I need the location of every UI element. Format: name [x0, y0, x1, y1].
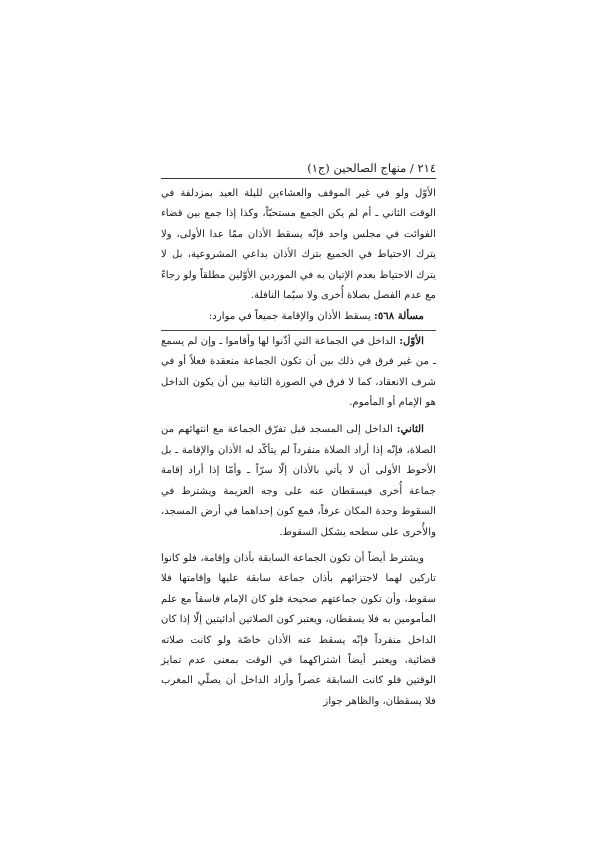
first-case-text: الداخل في الجماعة التي أذّنوا لها وأقاموا ـ وإن لم يسمع ـ من غير فرق في ذلك بين أن تكون الجماعة منعقدة فعلاً أو في شرف الانعقاد، كما لا فرق في الصورة الثانية بين أن يكون الداخل هو الإمام أو المأموم. [161, 335, 436, 409]
second-case-text: الداخل إلى المسجد قبل تفرّق الجماعة مع انتهائهم من الصلاة، فإنّه إذا أراد الصلاة منفرداً لم يتأكّد له الأذان والإقامة ـ بل الأحوط الأولى أن لا يأتي بالأذان إلّا سرّاً ـ وأمّا إذا أراد إقامة جماعة أُخرى فيسقطان عنه على وجه العزيمة ويشترط في السقوط وحدة المكان عرفاً، فمع كون إحداهما في أرض المسجد، والأُخرى على سطحه يشكل السقوط. [161, 424, 436, 538]
second-case-label: الثاني: [396, 423, 424, 436]
second-case-paragraph [161, 419, 436, 542]
header-rule [161, 178, 436, 179]
masala-text: يسقط الأذان والإقامة جميعاً في موارد: [208, 311, 375, 323]
paragraph-continuation: الأوّل ولو في غير الموقف والعشاءين لليلة العيد بمزدلفة في الوقت الثاني ـ أم لم يكن الجمع مستحبّاً، وكذا إذا جمع بين قضاء الفوائت في مجلس واحد فإنّه يسقط الأذان ممّا عدا الأولى، ولا يترك الاحتياط في الجميع بترك الأذان بداعي المشروعية، بل لا يترك الاحتياط بعدم الإتيان به في الموردين الأوّلين مطلقاً ولو رجاءً مع عدم الفصل بصلاة أُخرى ولا سيّما النافلة. [161, 188, 436, 302]
running-header: ٢١٤ / منهاج الصالحين (ج١) [307, 161, 436, 175]
masala-label: مسألة ٥٦٨: [374, 310, 424, 323]
conditions-paragraph: ويشترط أيضاً أن تكون الجماعة السابقة بأذان وإقامة، فلو كانوا تاركين لهما لاجتزائهم بأذان جماعة سابقة عليها وإقامتها فلا سقوط، وأن تكون جماعتهم صحيحة فلو كان الإمام فاسقاً مع علم المأمومين به فلا يسقطان، ويعتبر كون الصلاتين أدائيتين إلّا إذا كان الداخل منفرداً فإنّه يسقط عنه الأذان خاصّة ولو كانت صلاته قضائية، ويعتبر أيضاً اشتراكهما في الوقت بمعنى عدم تمايز الوقتين فلو كانت السابقة عصراً وأراد الداخل أن يصلّي المغرب فلا يسقطان، والظاهر جواز [161, 552, 436, 707]
first-case-paragraph [161, 331, 436, 414]
page-body [161, 184, 436, 712]
first-case-label: الأوّل: [399, 334, 424, 347]
masala-paragraph [161, 306, 436, 327]
